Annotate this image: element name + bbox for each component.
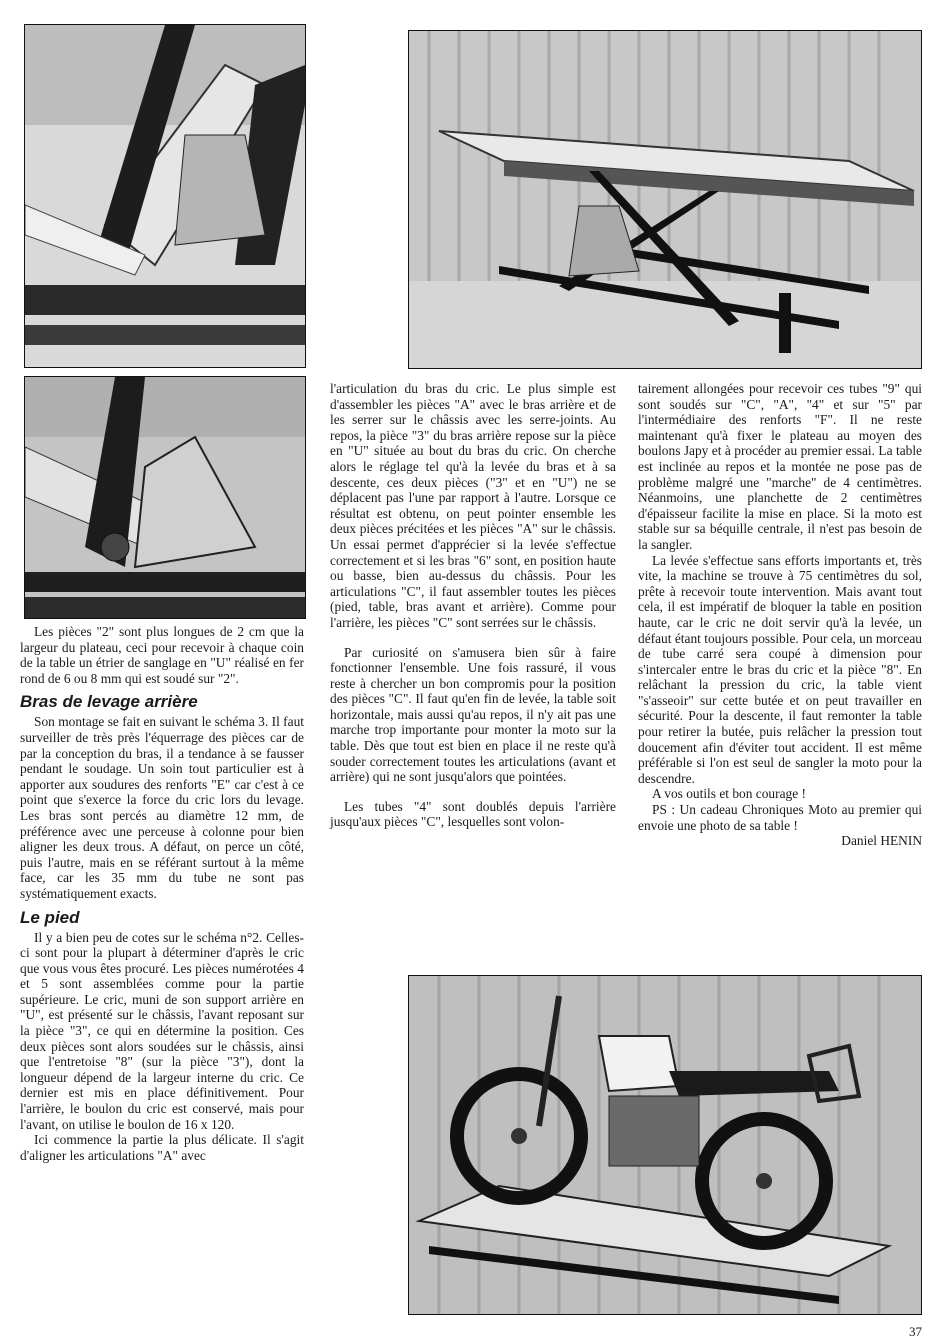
paragraph: Ici commence la partie la plus délicate. Il s'agit d'aligner les articulations "A" avec bbox=[20, 1132, 304, 1163]
photo-lift-table bbox=[408, 30, 922, 369]
page-number: 37 bbox=[909, 1324, 922, 1339]
paragraph: PS : Un cadeau Chroniques Moto au premier qui envoie une photo de sa table ! bbox=[638, 802, 922, 833]
photo-jack-mechanism bbox=[24, 376, 306, 619]
column-2 bbox=[330, 381, 616, 830]
paragraph: tairement allongées pour recevoir ces tubes "9" qui sont soudés sur "C", "A", "4" et sur "5" par l'intermédiaire des renforts "F". Il ne reste maintenant qu'à fixer le plateau au moyen des boulons Japy et à procéder au premier essai. La table est inclinée au repos et la montée ne pose pas de problème malgré une "marche" de 4 centimètres. Néanmoins, une planchette de 2 centimètres d'épaisseur facilite la mise en place. Si la moto est stable sur sa béquille centrale, il n'est pas besoin de la sangler. bbox=[638, 381, 922, 552]
paragraph: Les tubes "4" sont doublés depuis l'arrière jusqu'aux pièces "C", lesquelles sont volon- bbox=[330, 798, 616, 830]
column-3 bbox=[638, 381, 922, 849]
column-1 bbox=[20, 624, 304, 1163]
paragraph: Les pièces "2" sont plus longues de 2 cm que la largeur du plateau, ceci pour recevoir à chaque coin de la table un étrier de sanglage en "U" réalisé en fer rond de 6 ou 8 mm qui est soudé sur "2". bbox=[20, 624, 304, 686]
section-heading-bras-de-levage: Bras de levage arrière bbox=[20, 692, 198, 712]
paragraph: Il y a bien peu de cotes sur le schéma n°2. Celles-ci sont pour la plupart à déterminer d'après le cric que vous vous êtes procuré. Les pièces numérotées 4 et 5 sont assemblées comme pour la partie supérieure. Le cric, muni de son support arrière en "U", est présenté sur le châssis, l'avant reposant sur la pièce "3", ce qui en détermine la position. Ces deux pièces sont alors soudées sur le châssis, ainsi que l'entretoise "8" (sur la pièce "3"), dont la longueur dépend de la largeur interne du cric. Ce dernier est mis en place définitivement. Pour l'arrière, le boulon du cric est conservé, mais pour l'avant, on utilise le boulon de 16 x 120. bbox=[20, 929, 304, 1132]
photo-motorcycle-on-table bbox=[408, 975, 922, 1315]
paragraph: Par curiosité on s'amusera bien sûr à faire fonctionner l'ensemble. Une fois rassuré, il vous reste à chercher un bon compromis pour la position des pièces "C". Il faut qu'en fin de levée, la table soit horizontale, mais aussi qu'au repos, il n'y ait pas une marche trop importante pour monter la moto sur la table. Dès que tout est bien en place il ne reste qu'à souder correctement toutes les articulations (avant et arrière) qui ne sont jusqu'alors que pointées. bbox=[330, 644, 616, 785]
paragraph: l'articulation du bras du cric. Le plus simple est d'assembler les pièces "A" avec le bras arrière et de les serrer sur le châssis avec les serre-joints. Au repos, la pièce "3" du bras arrière repose sur la pièce en "U" située au bout du bras du cric. On cherche alors le réglage tel qu'à la levée du bras et à sa descente, ces deux pièces ("3" et en "U") ne se déplacent pas l'une par rapport à l'autre. Lorsque ce résultat est obtenu, on peut pointer ensemble les deux pièces précitées et les pièces "A" sur le châssis. Un essai permet d'apprécier si la levée s'effectue correctement et si les bras "6" sont, en position haute ou basse, bien au-dessus du châssis. Pour les articulations "C", il faut assembler toutes les pièces (pied, table, bras avant et arrière). Comme pour l'arrière, les pièces "C" sont serrées sur le châssis. bbox=[330, 381, 616, 630]
paragraph: A vos outils et bon courage ! bbox=[652, 786, 806, 802]
photo-jack-closeup bbox=[24, 24, 306, 368]
paragraph: Son montage se fait en suivant le schéma 3. Il faut surveiller de très près l'équerrage des pièces car de par la conception du bras, il a tendance à se fausser pendant le soudage. Un soin tout particulier est à apporter aux soudures des renforts "E" car c'est à ce point que s'exerce la force du cric lors du levage. Les bras sont percés au diamètre 12 mm, de préférence avec une perceuse à colonne pour bien aligner les deux trous. A défaut, on perce un côté, puis l'autre, mais en se référant surtout à la même face, car les 35 mm du tube ne sont pas systématiquement exacts. bbox=[20, 714, 304, 901]
author-signature: Daniel HENIN bbox=[841, 833, 922, 849]
paragraph: La levée s'effectue sans efforts importants et, très vite, la machine se trouve à 75 centimètres du sol, prête à recevoir toute intervention. Mais avant tout cela, il est impératif de bloquer la table en position haute, car le cric ne doit servir qu'à la levée, un défaut étant toujours possible. Pour cela, un morceau de tube carré sera coupé à dimension pour s'intercaler entre le bras du cric et la pièce "8". En relâchant la pression du cric, la table vient "s'asseoir" sur cette butée et on peut travailler en sécurité. Pour la descente, il faut remonter la table pour retirer la butée, puis relâcher la pression tout doucement afin d'éviter tout accident. Il est même préférable si l'on est seul de sangler la moto pour la descendre. bbox=[638, 552, 922, 786]
section-heading-le-pied: Le pied bbox=[20, 907, 80, 927]
